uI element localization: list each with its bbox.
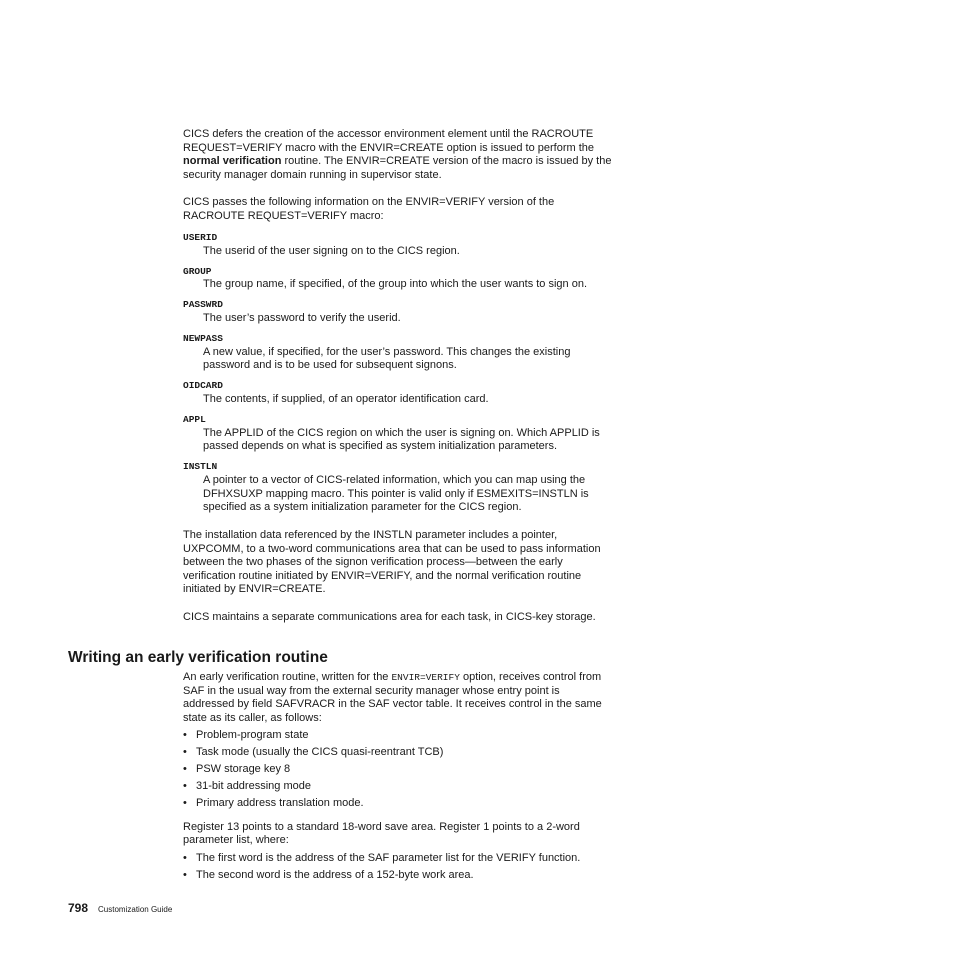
- section-paragraph-1: [183, 671, 613, 725]
- param-passwrd: [183, 298, 613, 325]
- list-item: • Task mode (usually the CICS quasi-reentrant TCB): [183, 746, 444, 759]
- parameter-list-bullets: [183, 852, 613, 882]
- parameter-list: [183, 231, 613, 515]
- inline-code: ENVIR=VERIFY: [391, 672, 460, 683]
- param-description: A new value, if specified, for the user’s password. This changes the existing password and is to be used for subsequent signons.: [203, 345, 571, 372]
- installation-data-paragraph: The installation data referenced by the INSTLN parameter includes a pointer, UXPCOMM, to a two-word communications area that can be used to pass information between the two phases of the signon verification process—between the early verification routine initiated by ENVIR=VERIFY, and the normal verification routine initiated by ENVIR=CREATE.: [183, 529, 601, 596]
- list-item: • 31-bit addressing mode: [183, 780, 311, 793]
- param-oidcard: [183, 379, 613, 406]
- communications-area-paragraph: CICS maintains a separate communications area for each task, in CICS-key storage.: [183, 610, 596, 623]
- intro-p1-text-a: CICS defers the creation of the accessor environment element until the RACROUTE REQUEST=VERIFY macro with the ENVIR=CREATE option is issued to perform the: [183, 128, 595, 154]
- list-item: • Problem-program state: [183, 729, 309, 742]
- param-term: GROUP: [183, 265, 212, 277]
- param-description: The user’s password to verify the userid.: [203, 311, 401, 324]
- param-description: A pointer to a vector of CICS-related information, which you can map using the DFHXSUXP mapping macro. This pointer is valid only if ESMEXITS=INSTLN is specified as a system initialization parameter for the CICS region.: [203, 473, 589, 514]
- param-term: APPL: [183, 414, 206, 426]
- param-instln: [183, 460, 613, 514]
- intro-paragraph-1: [183, 128, 613, 182]
- early-verification-section: [183, 671, 613, 886]
- caller-state-list: [183, 729, 613, 810]
- param-term: USERID: [183, 232, 218, 243]
- param-description: The group name, if specified, of the group into which the user wants to sign on.: [203, 278, 588, 291]
- intro-paragraph-2: CICS passes the following information on the ENVIR=VERIFY version of the RACROUTE REQUEST=VERIFY macro:: [183, 195, 555, 222]
- section-p1-text-a: An early verification routine, written for the: [183, 671, 392, 683]
- list-item: • Primary address translation mode.: [183, 796, 364, 809]
- param-appl: [183, 413, 613, 454]
- section-p1-text-b: option, receives control from SAF in the usual way from the external security manager whose entry point is addressed by field SAFVRACR in the SAF vector table. It receives control in the same state as its caller, as follows:: [183, 671, 602, 724]
- section-paragraph-2: Register 13 points to a standard 18-word save area. Register 1 points to a 2-word parameter list, where:: [183, 820, 580, 847]
- param-group: [183, 265, 613, 292]
- after-params-section: [183, 529, 613, 624]
- param-userid: [183, 231, 613, 258]
- page-footer: [68, 901, 172, 915]
- param-description: The APPLID of the CICS region on which the user is signing on. Which APPLID is passed depends on what is specified as system initialization parameters.: [203, 426, 600, 453]
- param-term: NEWPASS: [183, 333, 223, 345]
- intro-p1-bold: normal verification: [183, 155, 282, 168]
- page-number: 798: [68, 901, 89, 915]
- book-title: Customization Guide: [98, 905, 173, 914]
- param-term: INSTLN: [183, 461, 218, 473]
- param-description: The userid of the user signing on to the CICS region.: [203, 244, 460, 257]
- section-heading: Writing an early verification routine: [68, 649, 328, 666]
- intro-p1-text-b: routine. The ENVIR=CREATE version of the macro is issued by the security manager domain running in supervisor state.: [183, 155, 612, 181]
- list-item: • The first word is the address of the SAF parameter list for the VERIFY function.: [183, 851, 581, 864]
- intro-section: [183, 128, 613, 223]
- list-item: • PSW storage key 8: [183, 763, 291, 776]
- param-term: PASSWRD: [183, 299, 223, 311]
- list-item: • The second word is the address of a 152-byte work area.: [183, 868, 474, 881]
- param-term: OIDCARD: [183, 380, 223, 392]
- param-description: The contents, if supplied, of an operator identification card.: [203, 392, 489, 405]
- param-newpass: [183, 332, 613, 373]
